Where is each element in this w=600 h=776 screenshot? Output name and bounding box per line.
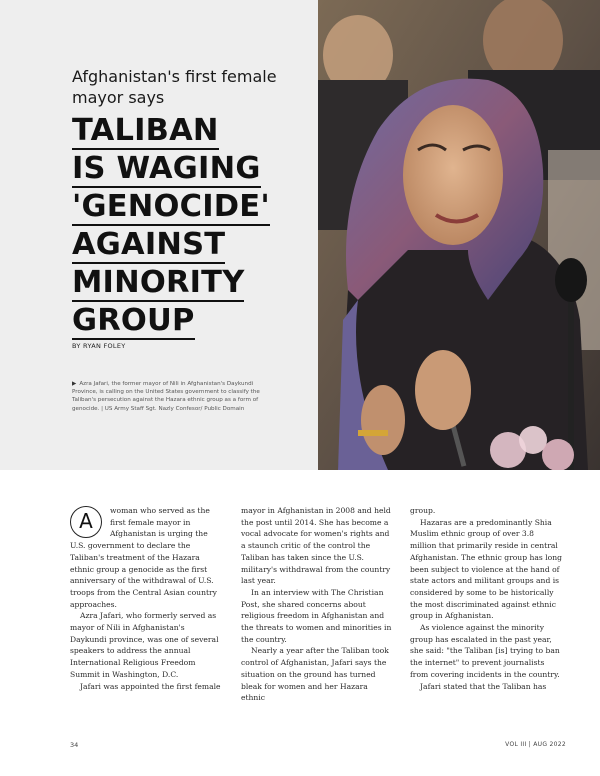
headline-line: TALIBAN xyxy=(72,113,219,148)
paragraph: Jafari stated that the Taliban has xyxy=(420,681,547,691)
paragraph: Azra Jafari, who formerly served as mayor of Nili in Afghanistan's Daykundi province, was one of several speakers to address the annual International Religious Freedom Summit in Washington, D.C. xyxy=(70,611,219,679)
paragraph: As violence against the minority group has escalated in the past year, she said: "the Taliban [is] trying to ban the internet" to prevent journalists from covering incidents in the country. xyxy=(410,623,560,679)
headline-line: MINORITY xyxy=(72,265,245,300)
paragraph: In an interview with The Christian Post, she shared concerns about religious freedom in Afghanistan and the threats to women and minorities in the country. xyxy=(241,587,392,644)
headline-line: IS WAGING xyxy=(72,151,261,186)
hero-photo xyxy=(318,0,600,470)
article-body xyxy=(70,505,562,730)
drop-cap: A xyxy=(70,506,102,538)
caption-text: Azra Jafari, the former mayor of Nili in Afghanistan's Daykundi Province, is calling on the United States government to classify the Taliban's persecution against the Hazara ethnic group as a form of genocide. | US Army Staff Sgt. Nazly Confesor/ Public Domain xyxy=(72,381,260,412)
body-column-2 xyxy=(241,505,393,704)
article-headline xyxy=(72,112,312,340)
paragraph xyxy=(70,505,222,610)
play-arrow-icon: ▶ xyxy=(72,381,77,387)
paragraph: Jafari was appointed the first female xyxy=(80,681,221,691)
photo-caption xyxy=(72,380,277,413)
article-kicker: Afghanistan's first female mayor says xyxy=(72,67,277,107)
headline-line: GROUP xyxy=(72,303,195,338)
page-number: 34 xyxy=(70,741,79,749)
paragraph: Hazaras are a predominantly Shia Muslim ethnic group of over 3.8 million that primarily reside in central Afghanistan. The ethnic group has long been subject to violence at the hand of state actors and militant groups and is considered by some to be historically the most discriminated against ethnic group in Afghanistan. xyxy=(410,517,562,621)
headline-line: 'GENOCIDE' xyxy=(72,189,270,224)
body-column-3 xyxy=(410,505,562,692)
paragraph: Nearly a year after the Taliban took control of Afghanistan, Jafari says the situation on the ground has turned bleak for women and her Hazara ethnic xyxy=(241,646,389,703)
paragraph: mayor in Afghanistan in 2008 and held the post until 2014. She has become a vocal advocate for women's rights and a staunch critic of the control the Taliban has taken since the U.S. military's withdrawal from the country last year. xyxy=(241,506,391,586)
issue-label: VOL III | AUG 2022 xyxy=(505,741,566,748)
paragraph-text: woman who served as the first female mayor in Afghanistan is urging the U.S. government to declare the Taliban's treatment of the Hazara ethnic group a genocide as the first anniversary of the withdrawal of U.S. troops from the Central Asian country approaches. xyxy=(70,506,217,609)
byline: BY RYAN FOLEY xyxy=(72,342,126,350)
body-column-1 xyxy=(70,505,222,692)
paragraph: group. xyxy=(410,506,436,515)
headline-line: AGAINST xyxy=(72,227,226,262)
